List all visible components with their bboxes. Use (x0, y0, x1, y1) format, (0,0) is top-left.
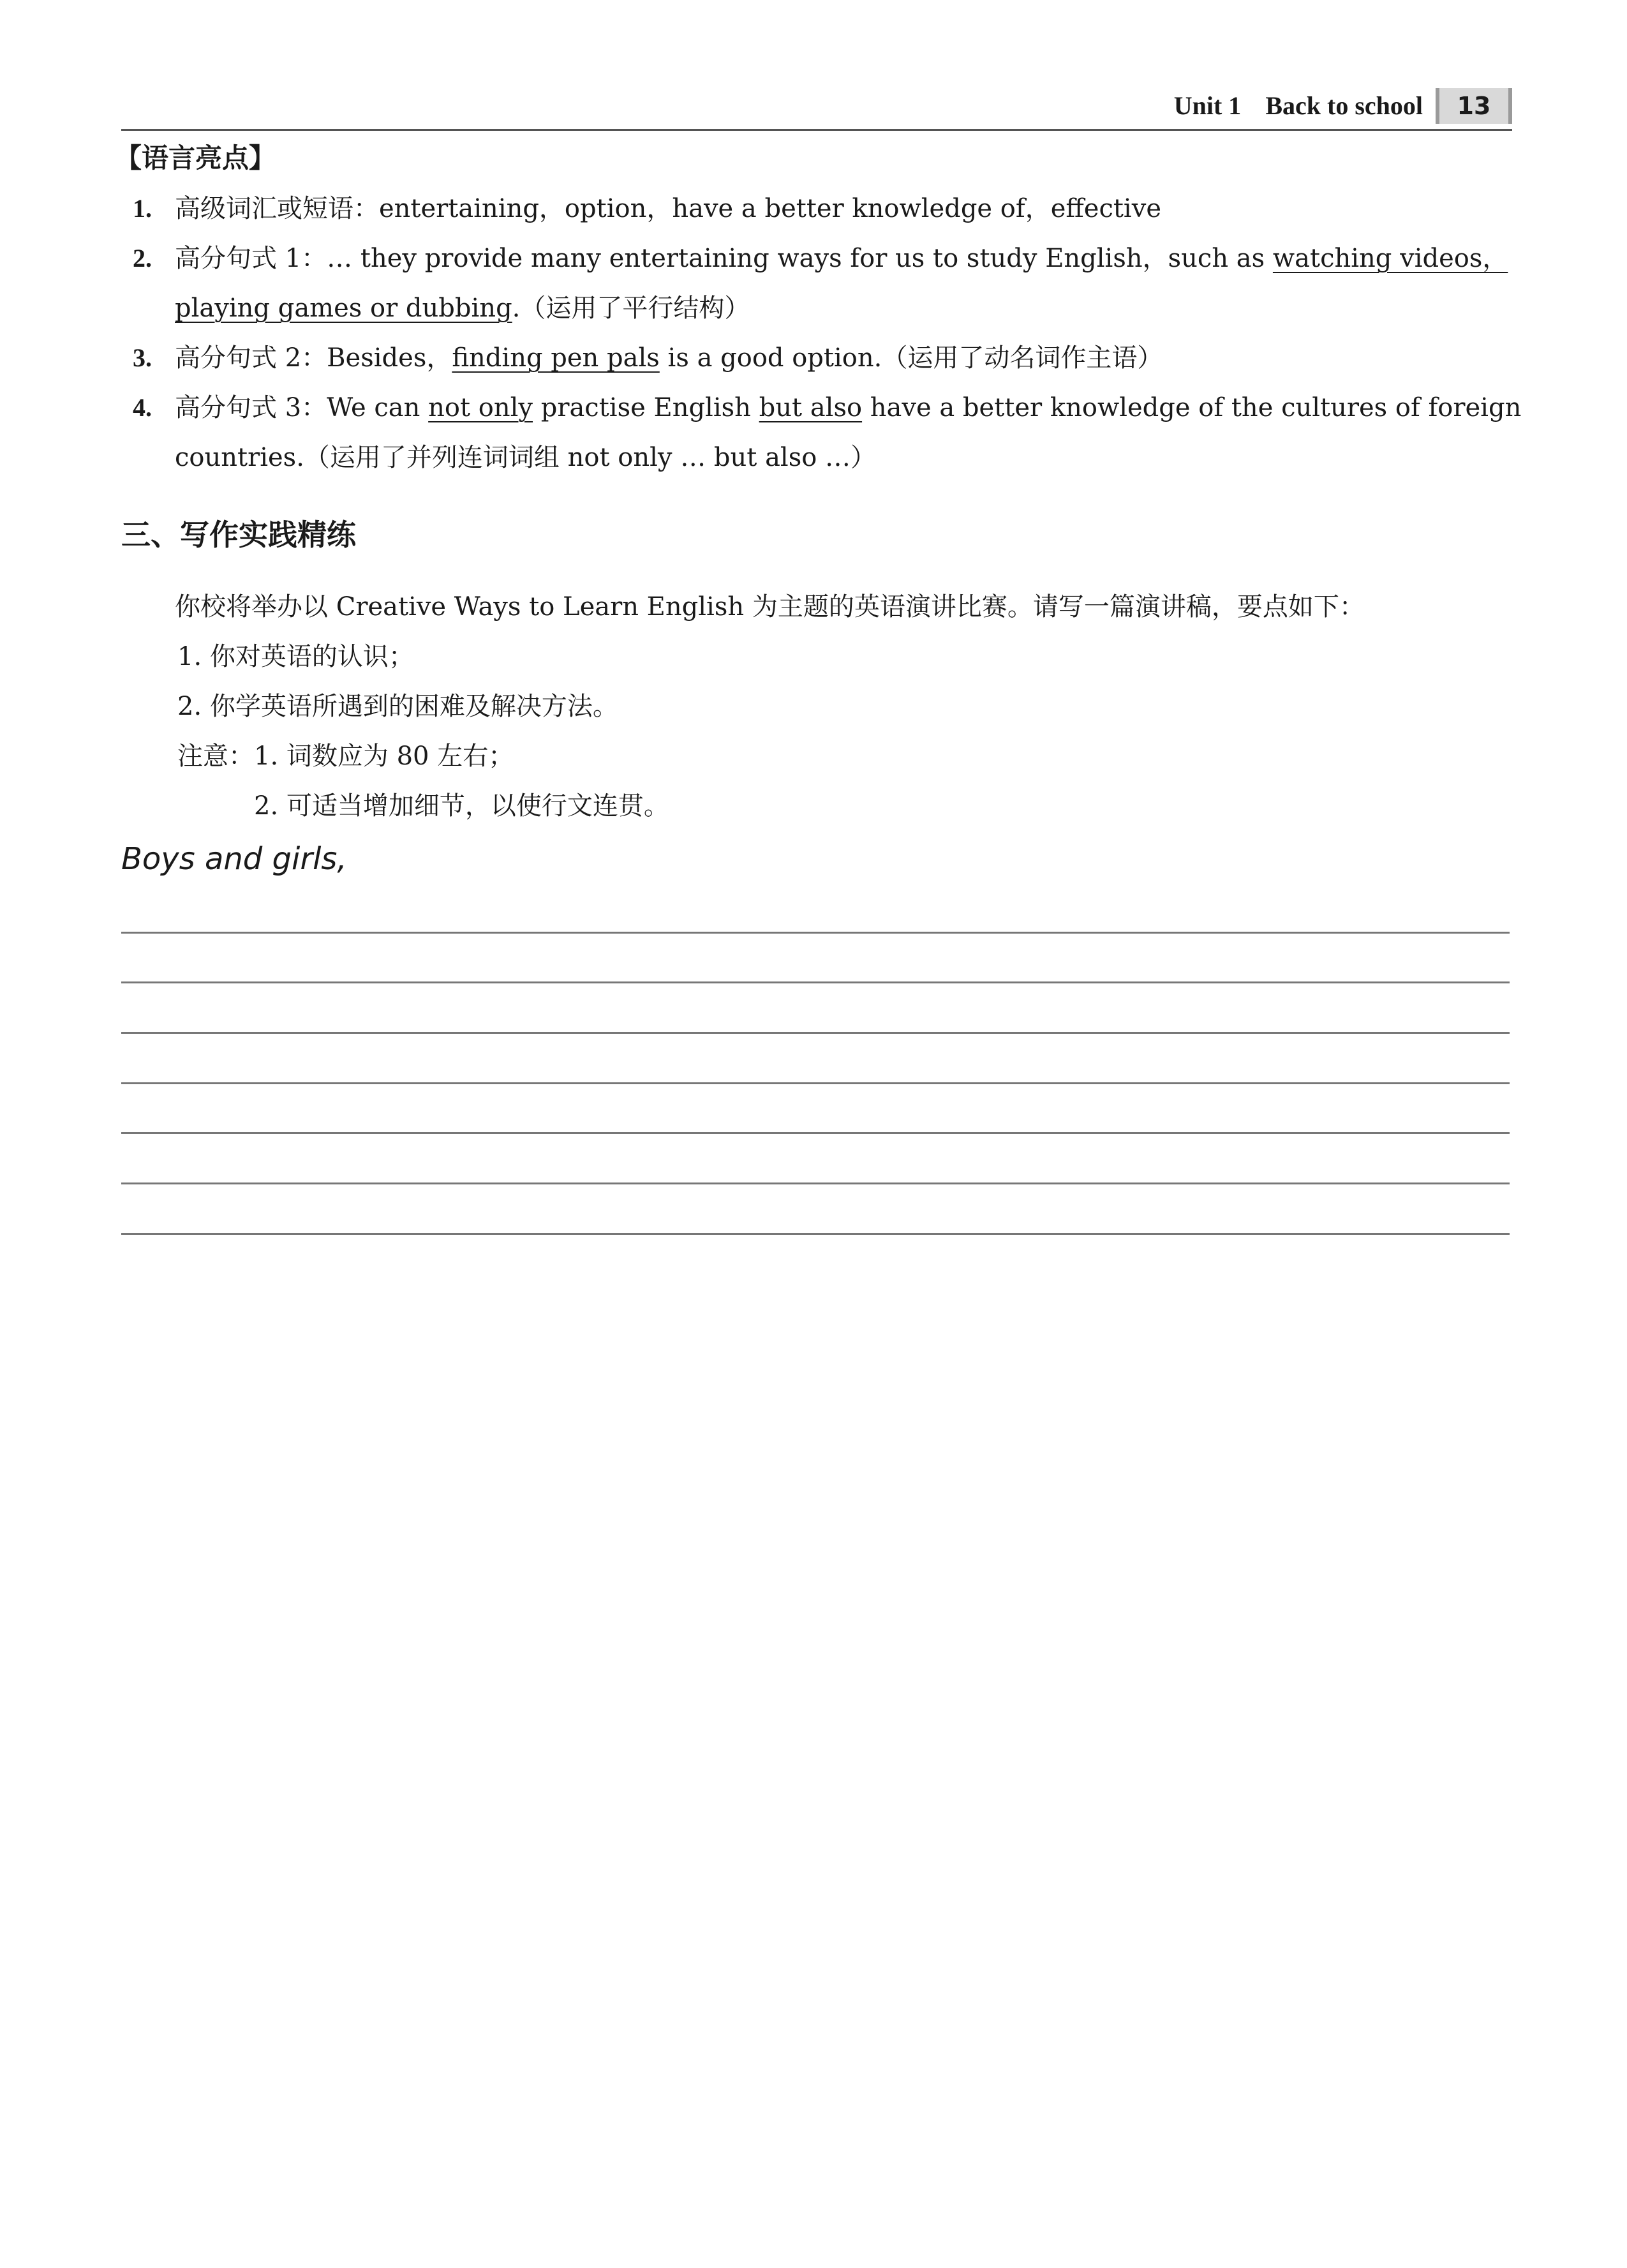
highlight-item-3 (133, 333, 1512, 383)
item-number: 3. (133, 343, 152, 372)
item-text: 高分句式 1：… they provide many entertaining ways for us to study English，such as (175, 244, 1273, 273)
underlined-phrase: but also (759, 393, 863, 422)
page-header (121, 83, 1512, 131)
running-head (1156, 91, 1423, 121)
note-2: 2. 可适当增加细节，以使行文连贯。 (254, 791, 669, 821)
item-text: .（运用了平行结构） (512, 294, 750, 323)
item-text: countries.（运用了并列连词词组 not only … but also …） (175, 443, 877, 472)
underlined-phrase: watching videos， (1272, 244, 1508, 273)
notes-line-1 (177, 731, 514, 781)
item-text: 高级词汇或短语：entertaining，option，have a better knowledge of，effective (175, 194, 1161, 223)
item-number: 4. (133, 393, 152, 422)
writing-line[interactable] (121, 1032, 1510, 1034)
task-point-2: 2. 你学英语所遇到的困难及解决方法。 (177, 692, 618, 721)
underlined-phrase: finding pen pals (452, 343, 660, 373)
unit-label: Unit 1 (1173, 91, 1242, 120)
writing-line[interactable] (121, 981, 1510, 983)
highlight-item-1 (133, 184, 1512, 234)
writing-line[interactable] (121, 1182, 1510, 1184)
notes-label: 注意： (177, 742, 254, 771)
task-point-1: 1. 你对英语的认识； (177, 642, 414, 671)
unit-title: Back to school (1265, 91, 1423, 120)
item-text: 高分句式 3：We can (175, 393, 429, 422)
note-1: 1. 词数应为 80 左右； (254, 742, 514, 771)
letter-greeting: Boys and girls, (121, 841, 347, 877)
item-text: have a better knowledge of the cultures of foreign (862, 393, 1522, 422)
item-number: 2. (133, 244, 152, 272)
underlined-phrase: not only (428, 393, 533, 422)
writing-line[interactable] (121, 1132, 1510, 1134)
writing-line[interactable] (121, 932, 1510, 934)
highlight-item-4 (133, 383, 1522, 482)
item-number: 1. (133, 194, 152, 223)
item-text: is a good option.（运用了动名词作主语） (659, 343, 1163, 373)
section-heading: 三、写作实践精练 (121, 518, 356, 552)
underlined-phrase: playing games or dubbing (175, 294, 512, 323)
item-text: 高分句式 2：Besides， (175, 343, 452, 373)
writing-line[interactable] (121, 1233, 1510, 1235)
highlights-label: 【语言亮点】 (115, 142, 276, 174)
highlight-item-2 (133, 234, 1512, 333)
task-prompt: 你校将举办以 Creative Ways to Learn English 为主题的英语演讲比赛。请写一篇演讲稿，要点如下： (175, 592, 1365, 622)
item-text: practise English (533, 393, 759, 422)
page-number: 13 (1436, 88, 1512, 124)
writing-line[interactable] (121, 1082, 1510, 1084)
